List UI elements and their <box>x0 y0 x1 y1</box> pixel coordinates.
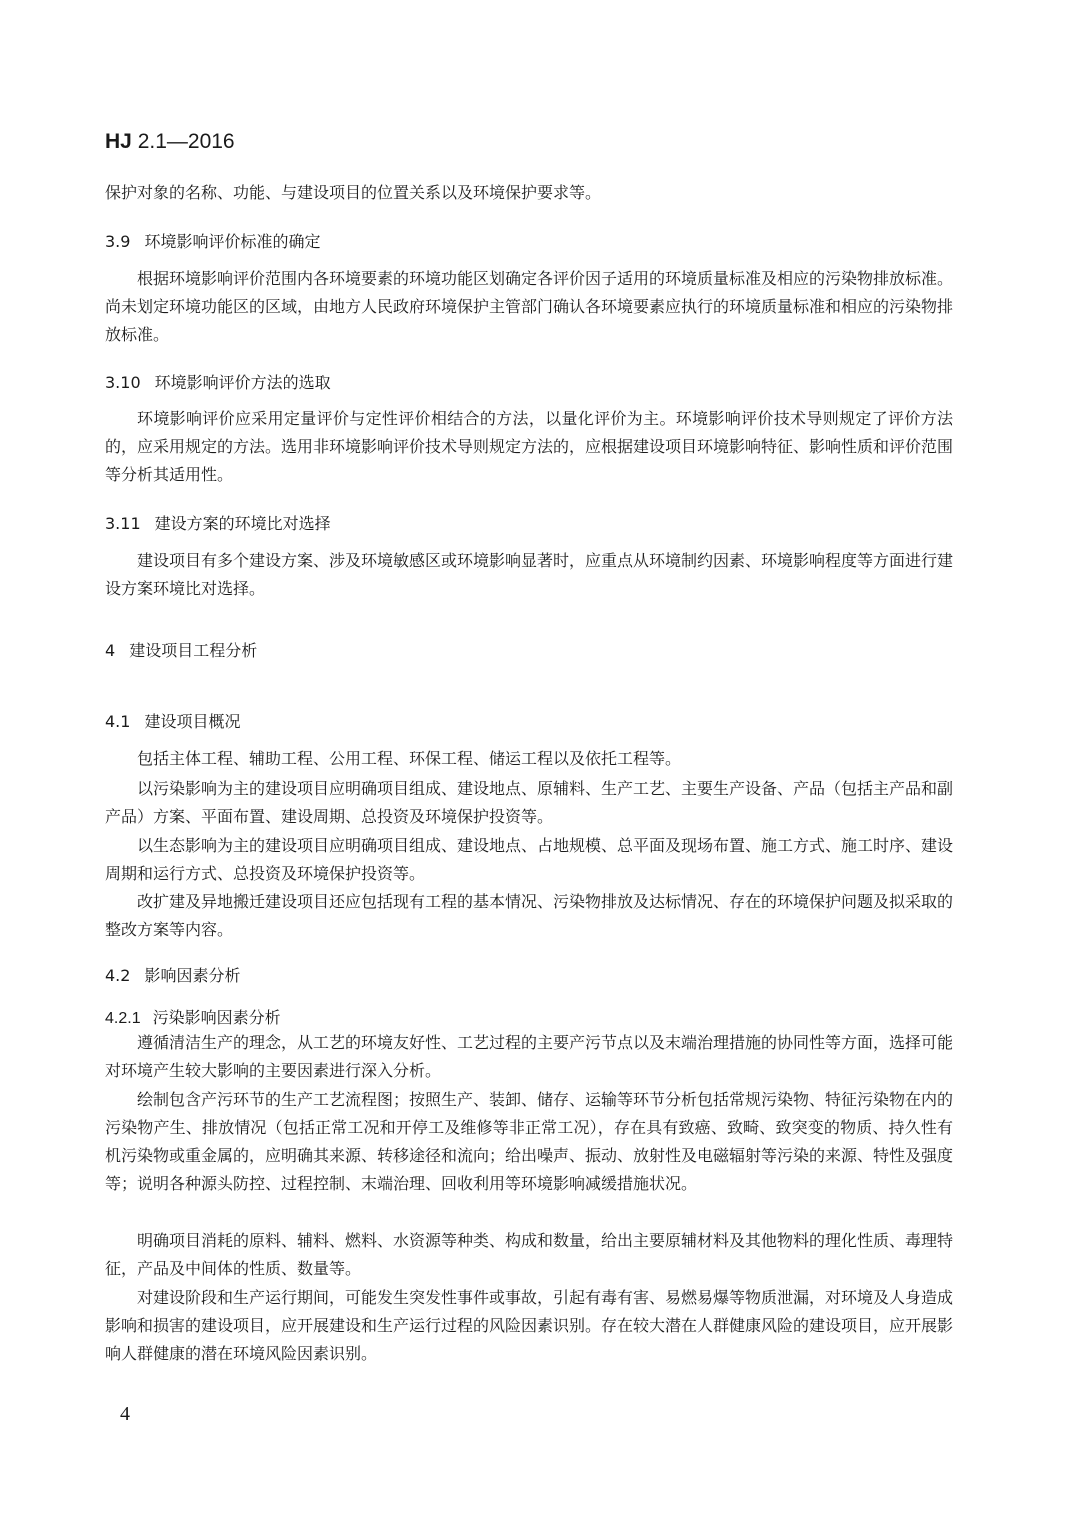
section-number: 3.11 <box>105 514 141 533</box>
section-4-1-paragraph-2: 以污染影响为主的建设项目应明确项目组成、建设地点、原辅料、生产工艺、主要生产设备、产品（包括主产品和副产品）方案、平面布置、建设周期、总投资及环境保护投资等。 <box>105 779 954 826</box>
section-title: 建设项目工程分析 <box>129 641 258 660</box>
section-title: 环境影响评价标准的确定 <box>144 232 321 251</box>
document-code <box>105 130 235 154</box>
section-4-1-heading <box>105 709 240 732</box>
section-title: 环境影响评价方法的选取 <box>154 373 331 392</box>
section-3-11-paragraph: 建设项目有多个建设方案、涉及环境敏感区或环境影响显著时，应重点从环境制约因素、环境影响程度等方面进行建设方案环境比对选择。 <box>105 551 954 598</box>
section-3-10-heading <box>105 370 331 393</box>
section-title: 污染影响因素分析 <box>152 1008 281 1027</box>
section-number: 3.9 <box>105 232 131 251</box>
section-4-2-1-heading <box>105 1005 281 1028</box>
section-4-1-paragraph-3: 以生态影响为主的建设项目应明确项目组成、建设地点、占地规模、总平面及现场布置、施工方式、施工时序、建设周期和运行方式、总投资及环境保护投资等。 <box>105 836 954 883</box>
section-4-2-1-paragraph-4: 对建设阶段和生产运行期间，可能发生突发性事件或事故，引起有毒有害、易燃易爆等物质泄漏，对环境及人身造成影响和损害的建设项目，应开展建设和生产运行过程的风险因素识别。存在较大潜在人群健康风险的建设项目，应开展影响人群健康的潜在环境风险因素识别。 <box>105 1288 954 1363</box>
section-4-2-1-paragraph-1: 遵循清洁生产的理念，从工艺的环境友好性、工艺过程的主要产污节点以及末端治理措施的协同性等方面，选择可能对环境产生较大影响的主要因素进行深入分析。 <box>105 1033 954 1080</box>
section-title: 影响因素分析 <box>144 966 241 985</box>
section-number: 4 <box>105 641 116 660</box>
page-number: 4 <box>120 1403 130 1425</box>
section-number: 4.2.1 <box>105 1010 141 1027</box>
continued-paragraph: 保护对象的名称、功能、与建设项目的位置关系以及环境保护要求等。 <box>105 183 602 202</box>
section-4-2-1-paragraph-3: 明确项目消耗的原料、辅料、燃料、水资源等种类、构成和数量，给出主要原辅材料及其他物料的理化性质、毒理特征，产品及中间体的性质、数量等。 <box>105 1231 954 1278</box>
section-4-2-heading <box>105 963 240 986</box>
section-number: 4.1 <box>105 712 131 731</box>
chapter-4-heading <box>105 638 257 661</box>
section-title: 建设方案的环境比对选择 <box>154 514 331 533</box>
section-4-1-paragraph-1: 包括主体工程、辅助工程、公用工程、环保工程、储运工程以及依托工程等。 <box>137 749 682 768</box>
section-3-9-heading <box>105 229 320 252</box>
section-4-1-paragraph-4: 改扩建及异地搬迁建设项目还应包括现有工程的基本情况、污染物排放及达标情况、存在的环境保护问题及拟采取的整改方案等内容。 <box>105 892 954 939</box>
document-code-prefix: HJ <box>105 130 132 153</box>
section-title: 建设项目概况 <box>144 712 241 731</box>
document-code-number: 2.1—2016 <box>137 130 235 153</box>
section-number: 3.10 <box>105 373 141 392</box>
section-number: 4.2 <box>105 966 131 985</box>
section-3-9-paragraph: 根据环境影响评价范围内各环境要素的环境功能区划确定各评价因子适用的环境质量标准及相应的污染物排放标准。尚未划定环境功能区的区域，由地方人民政府环境保护主管部门确认各环境要素应执行的环境质量标准和相应的污染物排放标准。 <box>105 269 954 344</box>
section-4-2-1-paragraph-2: 绘制包含产污环节的生产工艺流程图；按照生产、装卸、储存、运输等环节分析包括常规污染物、特征污染物在内的污染物产生、排放情况（包括正常工况和开停工及维修等非正常工况），存在具有致癌、致畸、致突变的物质、持久性有机污染物或重金属的，应明确其来源、转移途径和流向；给出噪声、振动、放射性及电磁辐射等污染的来源、特性及强度等；说明各种源头防控、过程控制、末端治理、回收利用等环境影响减缓措施状况。 <box>105 1090 954 1193</box>
section-3-11-heading <box>105 511 331 534</box>
section-3-10-paragraph: 环境影响评价应采用定量评价与定性评价相结合的方法，以量化评价为主。环境影响评价技术导则规定了评价方法的，应采用规定的方法。选用非环境影响评价技术导则规定方法的，应根据建设项目环境影响特征、影响性质和评价范围等分析其适用性。 <box>105 409 954 484</box>
